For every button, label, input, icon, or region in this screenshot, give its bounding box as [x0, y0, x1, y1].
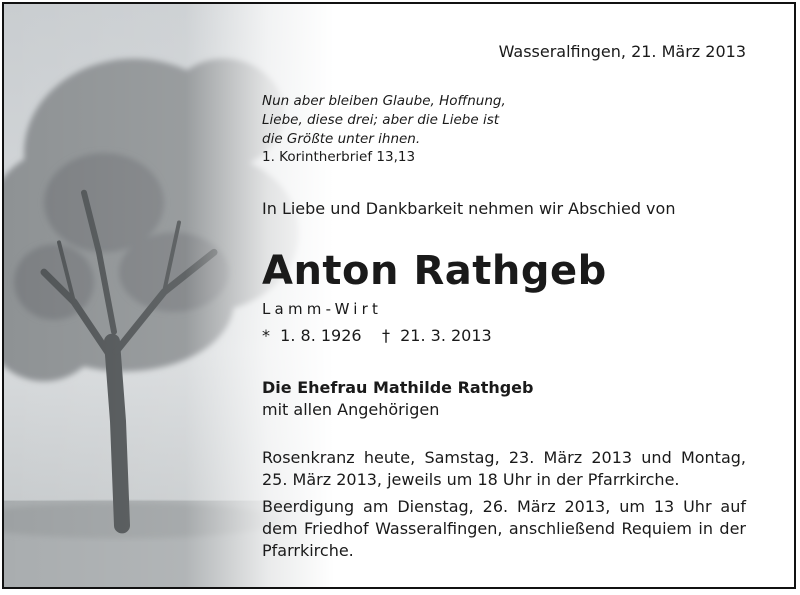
mourner-wife: Die Ehefrau Mathilde Rathgeb — [262, 378, 534, 397]
deceased-occupation: Lamm-Wirt — [262, 300, 383, 318]
deceased-name: Anton Rathgeb — [262, 248, 607, 294]
bible-quote — [262, 92, 746, 149]
funeral-announcement: Beerdigung am Dienstag, 26. März 2013, um 13 Uhr auf dem Friedhof Wasseralfingen, anschließend Requiem in der Pfarrkirche. — [262, 497, 746, 560]
life-dates: * 1. 8. 1926 † 21. 3. 2013 — [262, 326, 492, 345]
quote-line: Nun aber bleiben Glaube, Hoffnung, — [262, 93, 506, 109]
quote-line: Liebe, diese drei; aber die Liebe ist — [262, 112, 500, 128]
obituary-notice — [2, 2, 796, 589]
farewell-intro: In Liebe und Dankbarkeit nehmen wir Abschied von — [262, 199, 676, 218]
bible-reference: 1. Korintherbrief 13,13 — [262, 149, 416, 165]
mourner-relatives: mit allen Angehörigen — [262, 400, 440, 419]
quote-line: die Größte unter ihnen. — [262, 131, 421, 147]
place-and-date: Wasseralfingen, 21. März 2013 — [498, 42, 746, 61]
rosary-announcement: Rosenkranz heute, Samstag, 23. März 2013 und Montag, 25. März 2013, jeweils um 18 Uhr in der Pfarrkirche. — [262, 448, 746, 489]
